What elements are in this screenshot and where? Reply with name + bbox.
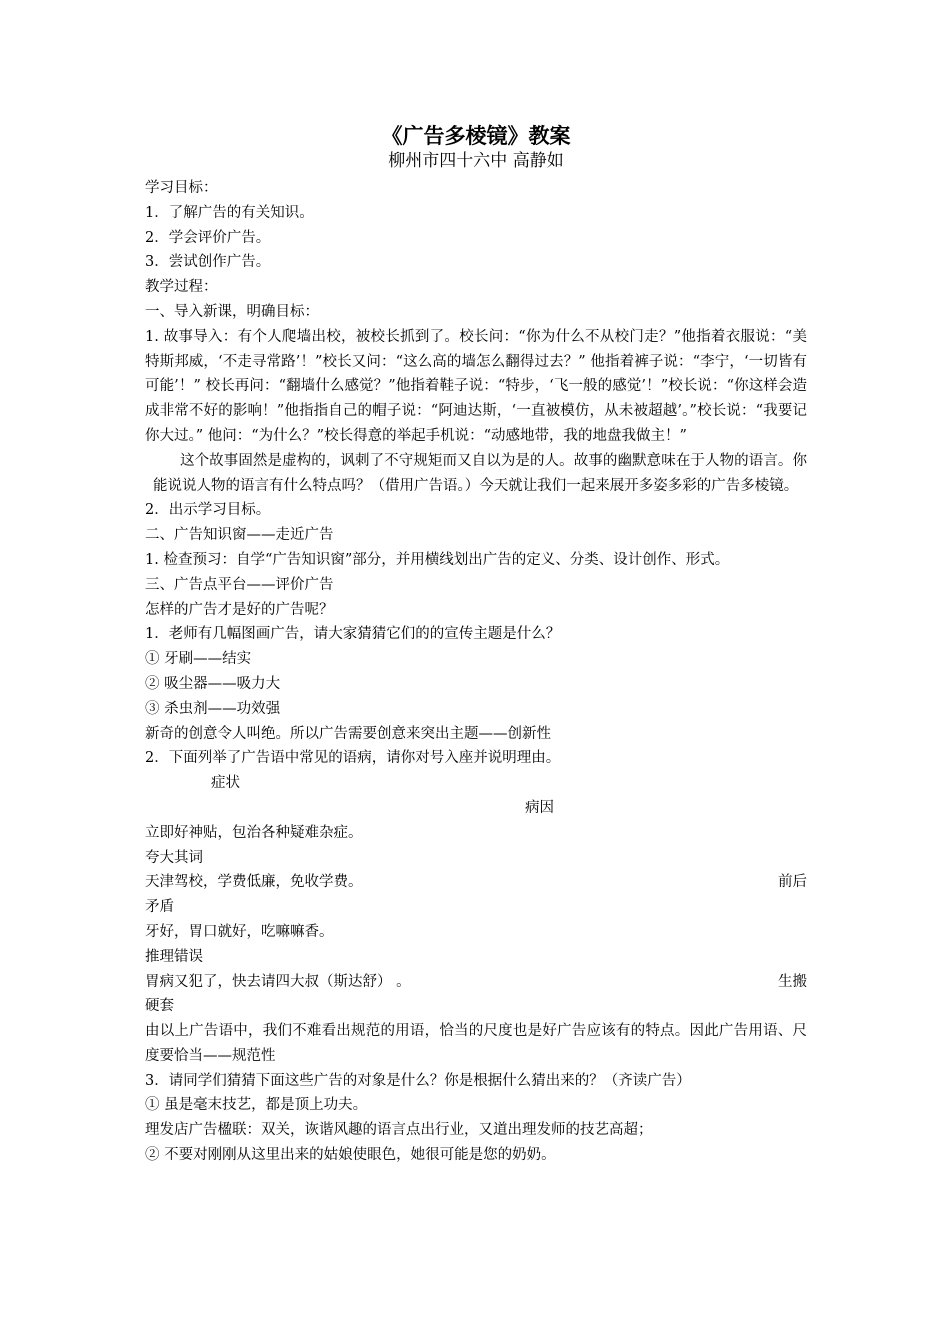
split-line-left: 天津驾校，学费低廉，免收学费。 [145, 874, 363, 891]
split-line [145, 970, 807, 995]
text-line: 矛盾 [145, 899, 174, 916]
split-line-right: 前后 [778, 874, 807, 891]
text-line: 硬套 [145, 998, 174, 1015]
objective-item: 2．学会评价广告。 [145, 229, 271, 246]
story-comment-paragraph: 这个故事固然是虚构的，讽刺了不守规矩而又自以为是的人。故事的幽默意味在于人物的语言。你能说说人物的语言有什么特点吗？（借用广告语。）今天就让我们一起来展开多姿多彩的广告多棱镜。 [153, 452, 807, 494]
section-heading-knowledge: 二、广告知识窗——走近广告 [145, 527, 334, 544]
document-title: 《广告多棱镜》教案 [381, 123, 571, 148]
list-item: ③ 杀虫剂——功效强 [145, 700, 281, 717]
list-item: ① 牙刷——结实 [145, 651, 252, 668]
text-line: 牙好，胃口就好，吃嘛嘛香。 [145, 923, 334, 940]
story-paragraph: 1. 故事导入：有个人爬墙出校，被校长抓到了。校长问：“你为什么不从校门走？”他指着衣服说：“美特斯邦威，‘不走寻常路’！”校长又问：“这么高的墙怎么翻得过去？” 他指着裤子说：“李宁，‘一切皆有可能’！” 校长再问：“翻墙什么感觉？”他指着鞋子说：“特步，‘飞一般的感觉’！”校长说：“你这样会造成非常不好的影响！”他指指自己的帽子说：“阿迪达斯，‘一直被模仿，从未被超越’。”校长说：“我要记你大过。” 他问：“为什么？”校长得意的举起手机说：“动感地带，我的地盘我做主！” [145, 328, 807, 444]
split-line [145, 870, 807, 895]
section-heading-objectives: 学习目标： [145, 180, 218, 196]
split-line-left: 胃病又犯了，快去请四大叔（斯达舒） 。 [145, 973, 411, 990]
section-heading-intro: 一、导入新课，明确目标： [145, 303, 319, 320]
text-line: 立即好神贴，包治各种疑难杂症。 [145, 824, 363, 841]
summary-paragraph: 由以上广告语中，我们不难看出规范的用语，恰当的尺度也是好广告应该有的特点。因此广告用语、尺度要恰当——规范性 [145, 1023, 807, 1064]
text-line: 理发店广告楹联：双关，诙谐风趣的语言点出行业，又道出理发师的技艺高超； [145, 1122, 653, 1139]
author-line: 柳州市四十六中 高静如 [388, 151, 564, 171]
column-header-symptom: 症状 [211, 775, 240, 792]
objective-item: 3．尝试创作广告。 [145, 254, 271, 271]
column-header-cause: 病因 [525, 799, 554, 816]
text-line: 2．出示学习目标。 [145, 502, 271, 519]
list-item: ① 虽是毫末技艺，都是顶上功夫。 [145, 1097, 368, 1114]
text-line: 推理错误 [145, 948, 203, 965]
split-line-right: 生搬 [778, 973, 807, 990]
text-line: 1．老师有几幅图画广告，请大家猜猜它们的的宣传主题是什么？ [145, 626, 561, 643]
section-heading-evaluate: 三、广告点平台——评价广告 [145, 576, 334, 593]
list-item: ② 不要对刚刚从这里出来的姑娘使眼色，她很可能是您的奶奶。 [145, 1147, 556, 1164]
list-item: ② 吸尘器——吸力大 [145, 675, 281, 692]
text-line: 新奇的创意令人叫绝。所以广告需要创意来突出主题——创新性 [145, 725, 551, 742]
text-line: 怎样的广告才是好的广告呢？ [145, 601, 334, 618]
text-line: 夸大其词 [145, 849, 203, 866]
text-line: 2．下面列举了广告语中常见的语病，请你对号入座并说明理由。 [145, 750, 561, 767]
section-heading-process: 教学过程： [145, 279, 218, 296]
text-line: 1. 检查预习：自学“广告知识窗”部分，并用横线划出广告的定义、分类、设计创作、形式。 [145, 551, 730, 568]
text-line: 3．请同学们猜猜下面这些广告的对象是什么？你是根据什么猜出来的？（齐读广告） [145, 1072, 691, 1089]
document-body [145, 123, 807, 1168]
objective-item: 1．了解广告的有关知识。 [145, 204, 314, 221]
